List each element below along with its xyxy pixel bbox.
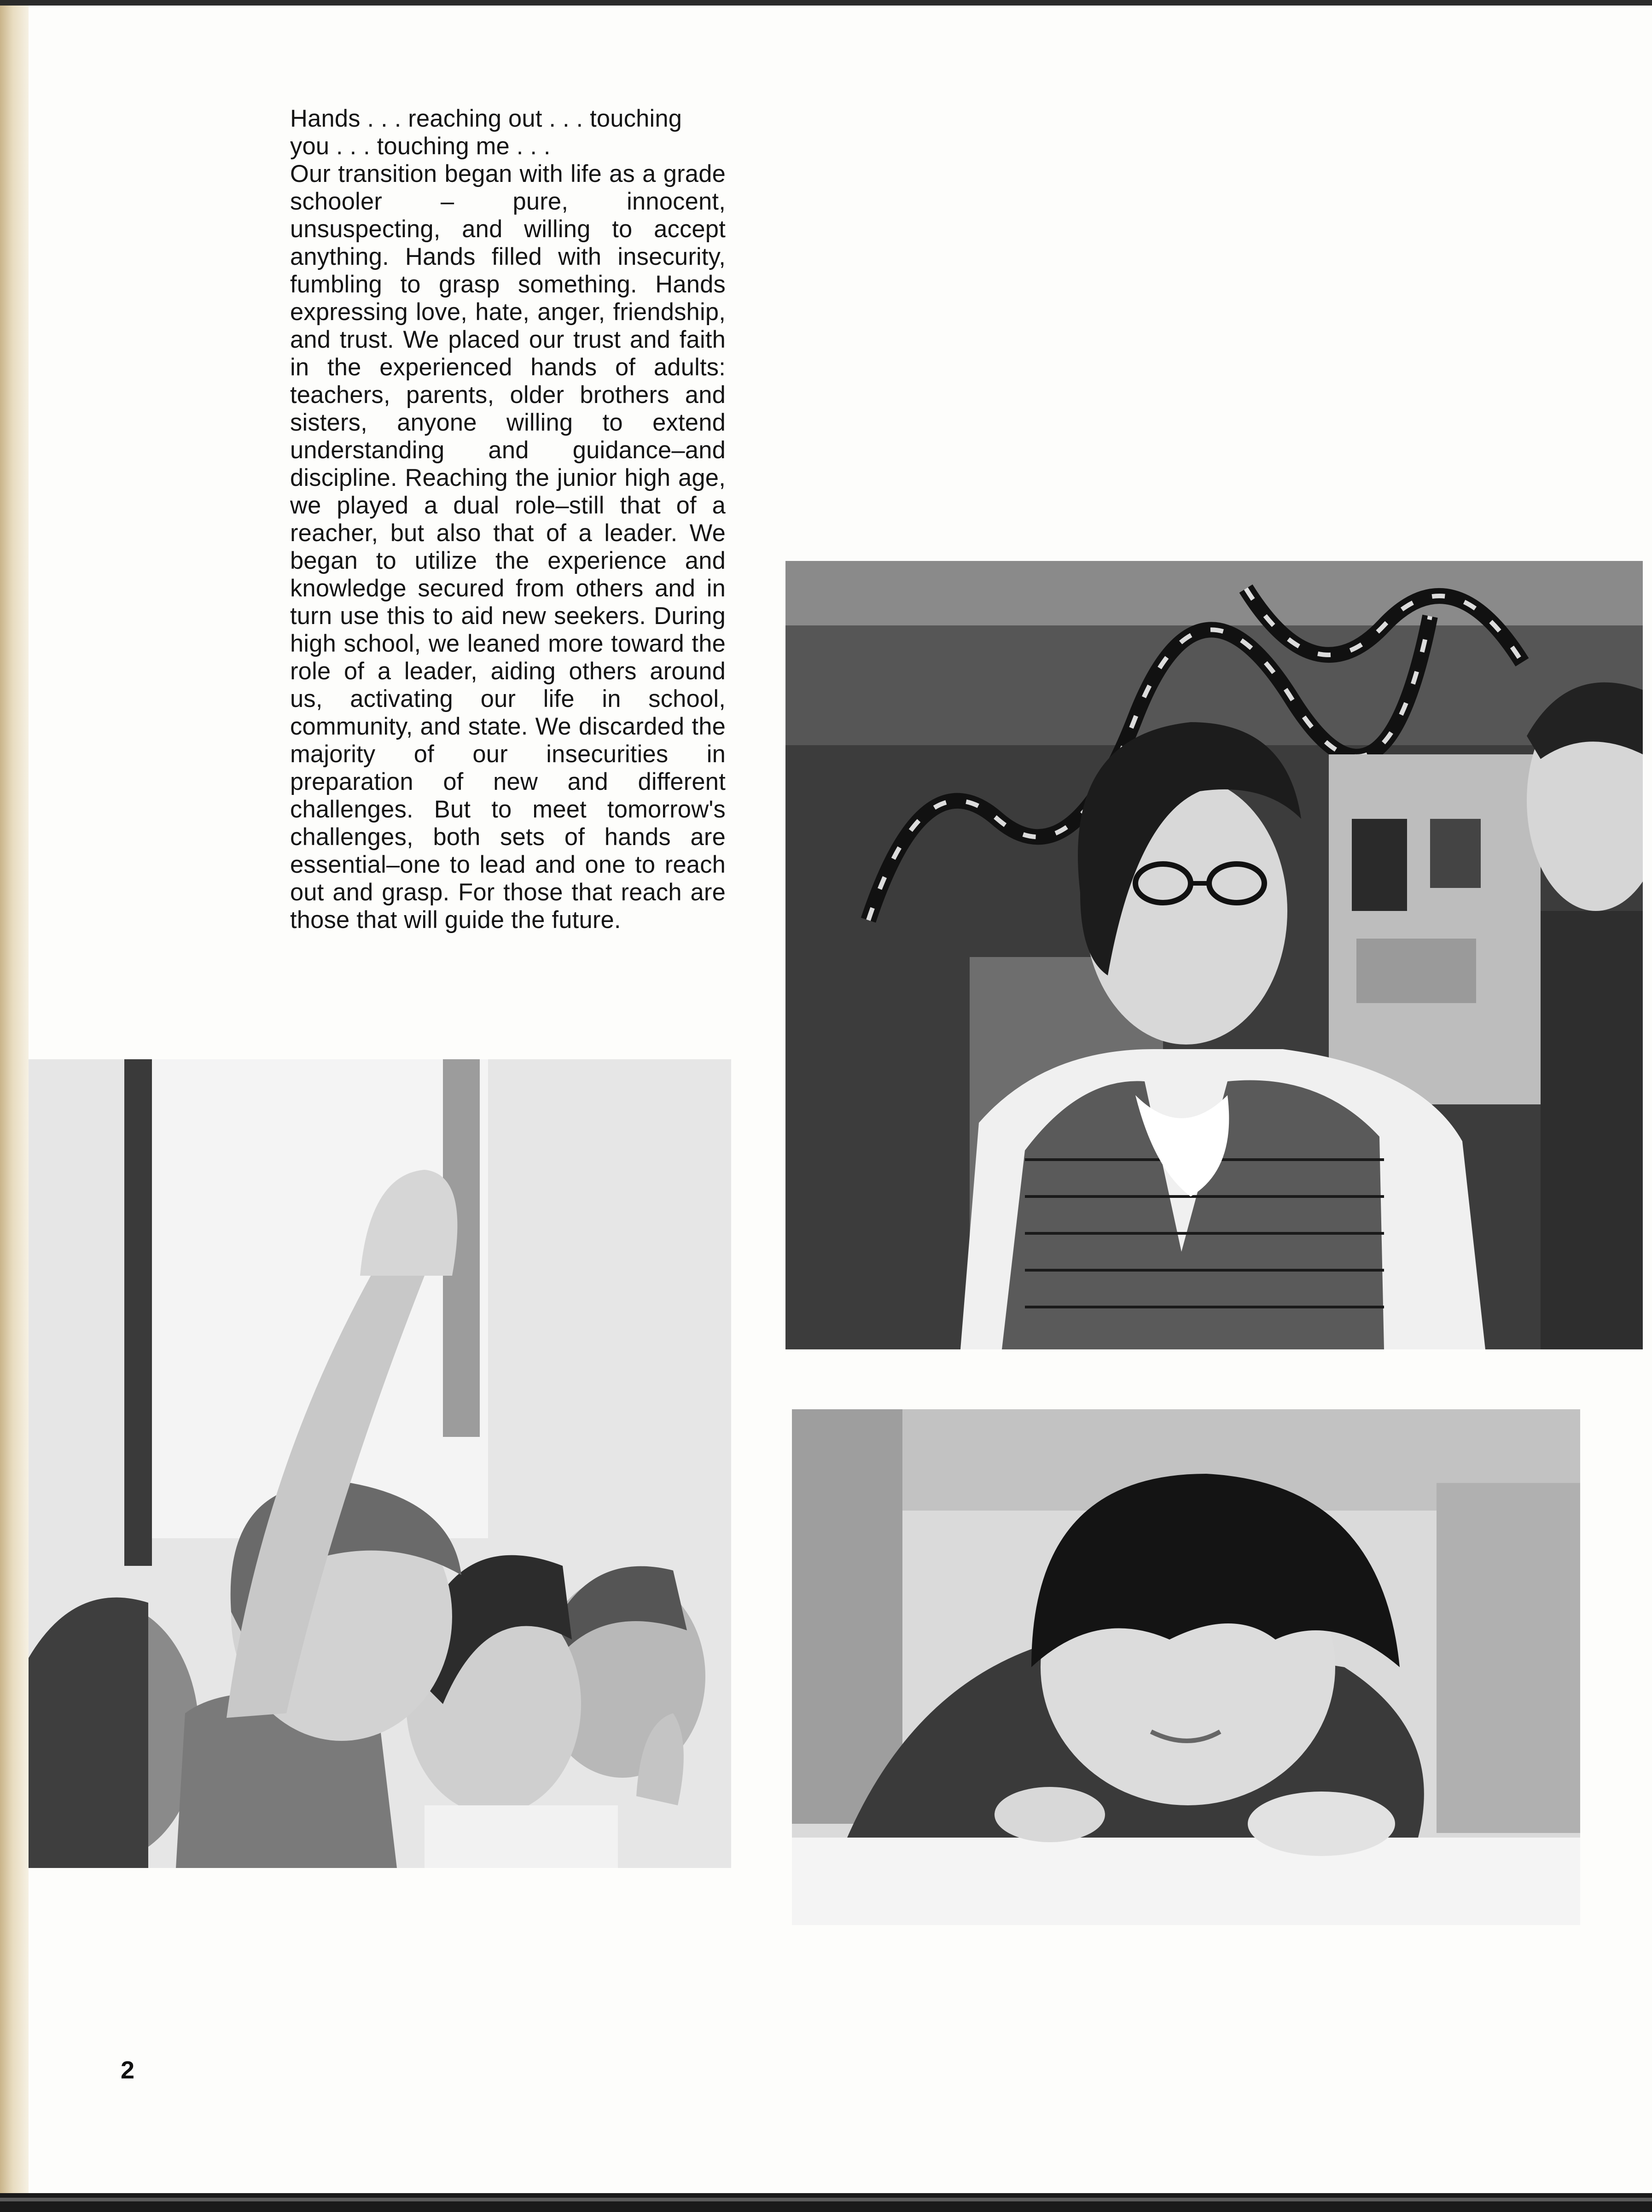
photo-teacher [785, 561, 1643, 1349]
essay-text [290, 105, 726, 934]
page-number: 2 [121, 2056, 135, 2084]
essay-body: Our transition began with life as a grade schooler – pure, innocent, unsuspecting, and willing to accept anything. Hands filled with insecurity, fumbling to grasp something. Hands expressing love, hate, anger, friendship, and trust. We placed our trust and faith in the experienced hands of adults: teachers, parents, older brothers and sisters, anyone willing to extend understanding and guidance–and discipline. Reaching the junior high age, we played a dual role–still that of a reacher, but also that of a leader. We began to utilize the experience and knowledge secured from others and in turn use this to aid new seekers. During high school, we leaned more toward the role of a leader, aiding others around us, activating our life in school, community, and state. We discarded the majority of our insecurities in preparation of new and different challenges. But to meet tomorrow's challenges, both sets of hands are essential–one to lead and one to reach out and grasp. For those that reach are those that will guide the future. [290, 160, 726, 934]
child-writing-photo-image [792, 1409, 1580, 1925]
photo-raised-hand [29, 1059, 731, 1868]
teacher-photo-image [785, 561, 1643, 1349]
bottom-edge-band [0, 2193, 1652, 2212]
binding-edge [0, 0, 29, 2212]
photo-child-writing [792, 1409, 1580, 1925]
top-edge-rule [0, 0, 1652, 6]
essay-lead: Hands . . . reaching out . . . touching you . . . touching me . . . [290, 105, 682, 160]
raised-hand-photo-image [29, 1059, 731, 1868]
